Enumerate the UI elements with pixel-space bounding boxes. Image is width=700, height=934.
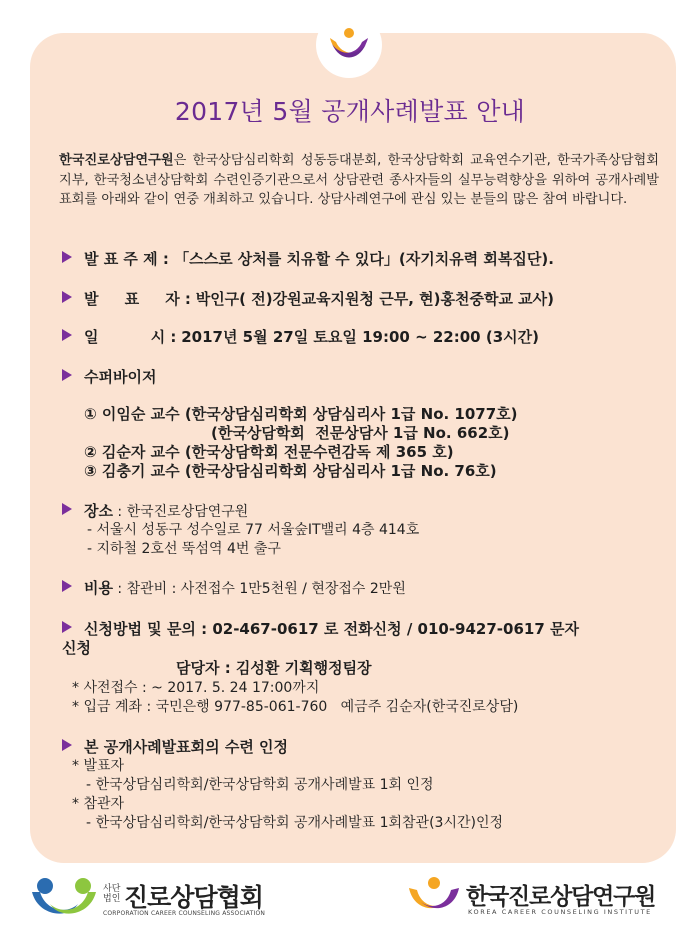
intro-text: 은 한국상담심리학회 성동등대분회, 한국상담학회 교육연수기관, 한국가족상담협회 지부, 한국청소년상담학회 수련인증기관으로서 상담관련 종사자들의 실무능력향상을 위하여 공개사례발표회를 아래와 같이 연중 개최하고 있습니다. 상담사례연구에 관심 있는 분들의 많은 참여 바랍니다.	[59, 153, 659, 207]
right-logo-sub: KOREA CAREER COUNSELING INSTITUTE	[468, 908, 652, 916]
right-logo-icon	[403, 874, 465, 918]
datetime-value: 2017년 5월 27일 토요일 19:00 ~ 22:00 (3시간)	[181, 328, 539, 346]
supervisor-line: (한국상담학회 전문상담사 1급 No. 662호)	[211, 424, 510, 442]
supervisor-label: 수퍼바이저	[84, 368, 157, 386]
topic-row	[62, 249, 554, 269]
datetime-row	[62, 327, 539, 347]
supervisor-line: ③ 김충기 교수 (한국상담심리학회 상담심리사 1급 No. 76호)	[84, 462, 497, 480]
bullet-icon	[62, 291, 72, 303]
topic-value: 「스스로 상처를 치유할 수 있다」(자기치유력 회복집단).	[174, 250, 554, 268]
apply-manager: 담당자 : 김성환 기획행정팀장	[176, 659, 372, 677]
apply-label-cont: 신청	[62, 639, 91, 657]
logo-icon	[318, 14, 380, 76]
right-logo-name: 한국진로상담연구원	[466, 884, 656, 910]
cost-label: 비용	[84, 579, 113, 597]
bullet-icon	[62, 621, 72, 633]
apply-row	[62, 619, 579, 639]
page-title: 2017년 5월 공개사례발표 안내	[174, 97, 526, 126]
recognition-line: - 한국상담심리학회/한국상담학회 공개사례발표 1회참관(3시간)인정	[86, 815, 504, 831]
apply-label: 신청방법 및 문의 : 02-467-0617 로 전화신청 / 010-9427-0617 문자	[84, 620, 579, 638]
supervisor-line: ② 김순자 교수 (한국상담학회 전문수련감독 제 365 호)	[84, 443, 454, 461]
intro-paragraph	[59, 151, 659, 210]
datetime-label: 일 시 :	[84, 328, 177, 346]
recognition-line: * 참관자	[72, 796, 125, 812]
cost-row	[62, 578, 406, 599]
intro-org: 한국진로상담연구원	[59, 153, 174, 168]
left-logo-sub: CORPORATION CAREER COUNSELING ASSOCIATION	[103, 910, 266, 917]
place-row	[62, 501, 248, 522]
recognition-line: - 한국상담심리학회/한국상담학회 공개사례발표 1회 인정	[86, 777, 434, 793]
bullet-icon	[62, 369, 72, 381]
left-logo-name: 진로상담협회	[124, 883, 263, 912]
recognition-line: * 발표자	[72, 758, 125, 774]
bullet-icon	[62, 329, 72, 341]
recognition-row	[62, 737, 288, 757]
place-label: 장소	[84, 502, 113, 520]
topic-label: 발 표 주 제 :	[84, 250, 169, 268]
bullet-icon	[62, 503, 72, 515]
presenter-label: 발 표 자 :	[84, 290, 191, 308]
supervisor-line: ① 이임순 교수 (한국상담심리학회 상담심리사 1급 No. 1077호)	[84, 405, 518, 423]
bullet-icon	[62, 739, 72, 751]
recognition-label: 본 공개사례발표회의 수련 인정	[84, 738, 289, 756]
presenter-row	[62, 289, 554, 309]
bullet-icon	[62, 580, 72, 592]
cost-value: : 참관비 : 사전접수 1만5천원 / 현장접수 2만원	[112, 581, 406, 597]
apply-line: * 사전접수 : ~ 2017. 5. 24 17:00까지	[72, 680, 320, 696]
apply-line: * 입금 계좌 : 국민은행 977-85-061-760 예금주 김순자(한국진로상담)	[72, 699, 519, 715]
place-value: : 한국진로상담연구원	[112, 504, 249, 520]
bullet-icon	[62, 251, 72, 263]
place-line: - 지하철 2호선 뚝섬역 4번 출구	[87, 541, 281, 557]
place-line: - 서울시 성동구 성수일로 77 서울숲IT밸리 4층 414호	[87, 522, 420, 538]
presenter-value: 박인구( 전)강원교육지원청 근무, 현)홍천중학교 교사)	[195, 290, 555, 308]
supervisor-row	[62, 367, 156, 387]
left-logo-small: 사단 법인	[103, 884, 121, 904]
left-logo-icon	[28, 874, 100, 922]
